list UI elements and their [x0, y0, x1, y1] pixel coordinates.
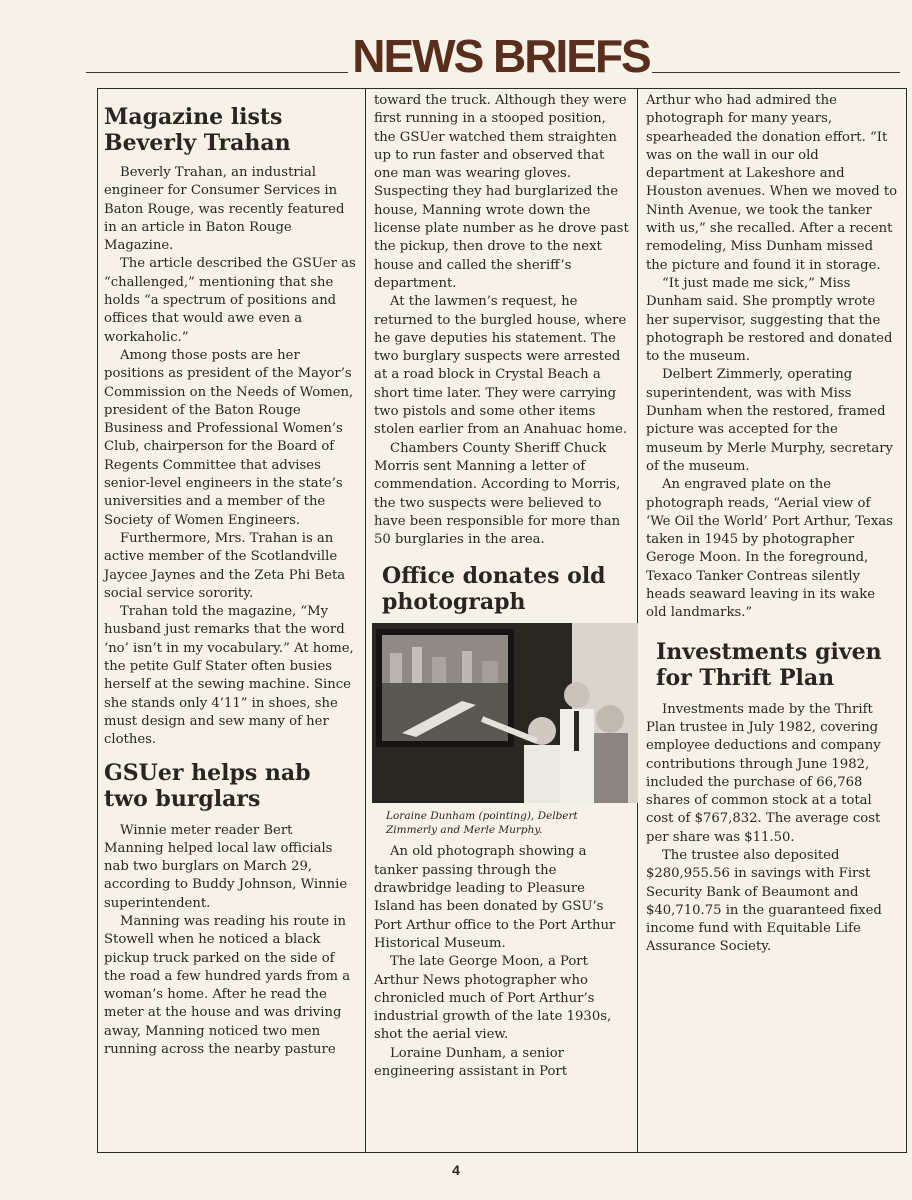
headline-thrift-plan: Investments given for Thrift Plan [656, 638, 882, 691]
paragraph: The trustee also deposited $280,955.56 in savings with First Security Bank of Beaumont and $40,710.75 in the guaranteed fixed income fund with Equitable Life Assurance Society. [646, 847, 882, 955]
photo-caption: Loraine Dunham (pointing), Delbert Zimmerly and Merle Murphy. [386, 810, 578, 837]
paragraph: Furthermore, Mrs. Trahan is an active member of the Scotlandville Jaycee Jaynes and the Zeta Phi Beta social service sorority. [104, 530, 346, 601]
paragraph: An engraved plate on the photograph reads, “Aerial view of ‘We Oil the World’ Port Arthur, Texas taken in 1945 by photographer Geroge Moon. In the foreground, Texaco Tanker Contreas silently heads seaward leaving in its wake old landmarks.” [646, 477, 893, 621]
paragraph: Investments made by the Thrift Plan trustee in July 1982, covering employee deductions and company contributions through June 1982, included the purchase of 66,768 shares of common stock at a total cost of $767,832. The average cost per share was $11.50. [646, 701, 881, 845]
page-number: 4 [452, 1162, 460, 1178]
headline-photograph: Office donates old photograph [382, 563, 606, 616]
paragraph: Winnie meter reader Bert Manning helped local law officials nab two burglars on March 29, according to Buddy Johnson, Winnie superintendent. [104, 822, 348, 911]
paragraph: Chambers County Sheriff Chuck Morris sent Manning a letter of commendation. According to Morris, the two suspects were believed to have been responsible for more than 50 burglaries in the area. [374, 440, 621, 548]
paragraph: toward the truck. Although they were first running in a stooped position, the GSUer watched them straighten up to run faster and observed that one man was wearing gloves. Suspecting they had burglarized the house, Manning wrote down the license plate number as he drove past the pickup, then drove to the next house and called the sheriff’s department. [374, 93, 629, 291]
headline-trahan: Magazine lists Beverly Trahan [104, 104, 291, 156]
masthead [0, 28, 912, 84]
paragraph: Arthur who had admired the photograph for many years, spearheaded the donation effort. “It was on the wall in our old department at Lakeshore and Houston avenues. When we moved to Ninth Avenue, we took the tanker with us,” she recalled. After a recent remodeling, Miss Dunham missed the picture and found it in storage. [646, 93, 898, 273]
paragraph: Manning was reading his route in Stowell when he noticed a black pickup truck parked on the side of the road a few hundred yards from a woman’s home. After he read the meter at the house and was driving away, Manning noticed two men running across the nearby pasture [104, 913, 351, 1058]
paragraph: The late George Moon, a Port Arthur News photographer who chronicled much of Port Arthur’s industrial growth of the late 1930s, shot the aerial view. [374, 954, 612, 1043]
column-2 [374, 92, 630, 1081]
column-divider [637, 88, 638, 1153]
column-divider [365, 88, 366, 1153]
paragraph: Beverly Trahan, an industrial engineer for Consumer Services in Baton Rouge, was recently featured in an article in Baton Rouge Magazine. [104, 165, 345, 254]
paragraph: An old photograph showing a tanker passing through the drawbridge leading to Pleasure Island has been donated by GSU’s Port Arthur office to the Port Arthur Historical Museum. [374, 844, 616, 951]
masthead-rule-right [652, 72, 900, 73]
paragraph: Delbert Zimmerly, operating superintendent, was with Miss Dunham when the restored, framed picture was accepted for the museum by Merle Murphy, secretary of the museum. [646, 367, 893, 474]
photo-dunham-zimmerly-murphy [372, 623, 638, 803]
column-1 [104, 96, 356, 1059]
paragraph: Loraine Dunham, a senior engineering assistant in Port [374, 1045, 568, 1079]
paragraph: The article described the GSUer as “challenged,” mentioning that she holds “a spectrum of positions and offices that would awe even a workaholic.” [104, 256, 356, 345]
paragraph: At the lawmen’s request, he returned to the burgled house, where he gave deputies his statement. The two burglary suspects were arrested at a road block in Crystal Beach a short time later. They were carrying two pistols and some other items stolen earlier from an Anahuac home. [374, 294, 628, 438]
masthead-rule-left [86, 72, 348, 73]
page-title: NEWS BRIEFS [352, 30, 650, 82]
headline-burglars: GSUer helps nab two burglars [104, 759, 311, 812]
photograph-image [372, 623, 638, 803]
paragraph: “It just made me sick,” Miss Dunham said. She promptly wrote her supervisor, suggesting that the photograph be restored and donated to the museum. [646, 275, 893, 365]
paragraph: Trahan told the magazine, “My husband just remarks that the word ‘no’ isn’t in my vocabulary.” At home, the petite Gulf Stater often busies herself at the sewing machine. Since she stands only 4’11” in shoes, she must design and sew many of her clothes. [104, 604, 354, 748]
column-3 [646, 92, 898, 957]
paragraph: Among those posts are her positions as president of the Mayor’s Commission on the Needs of Women, president of the Baton Rouge Business and Professional Women’s Club, chairperson for the Board of Regents Committee that advises senior-level engineers in the state’s universities and a member of the Society of Women Engineers. [104, 347, 354, 528]
